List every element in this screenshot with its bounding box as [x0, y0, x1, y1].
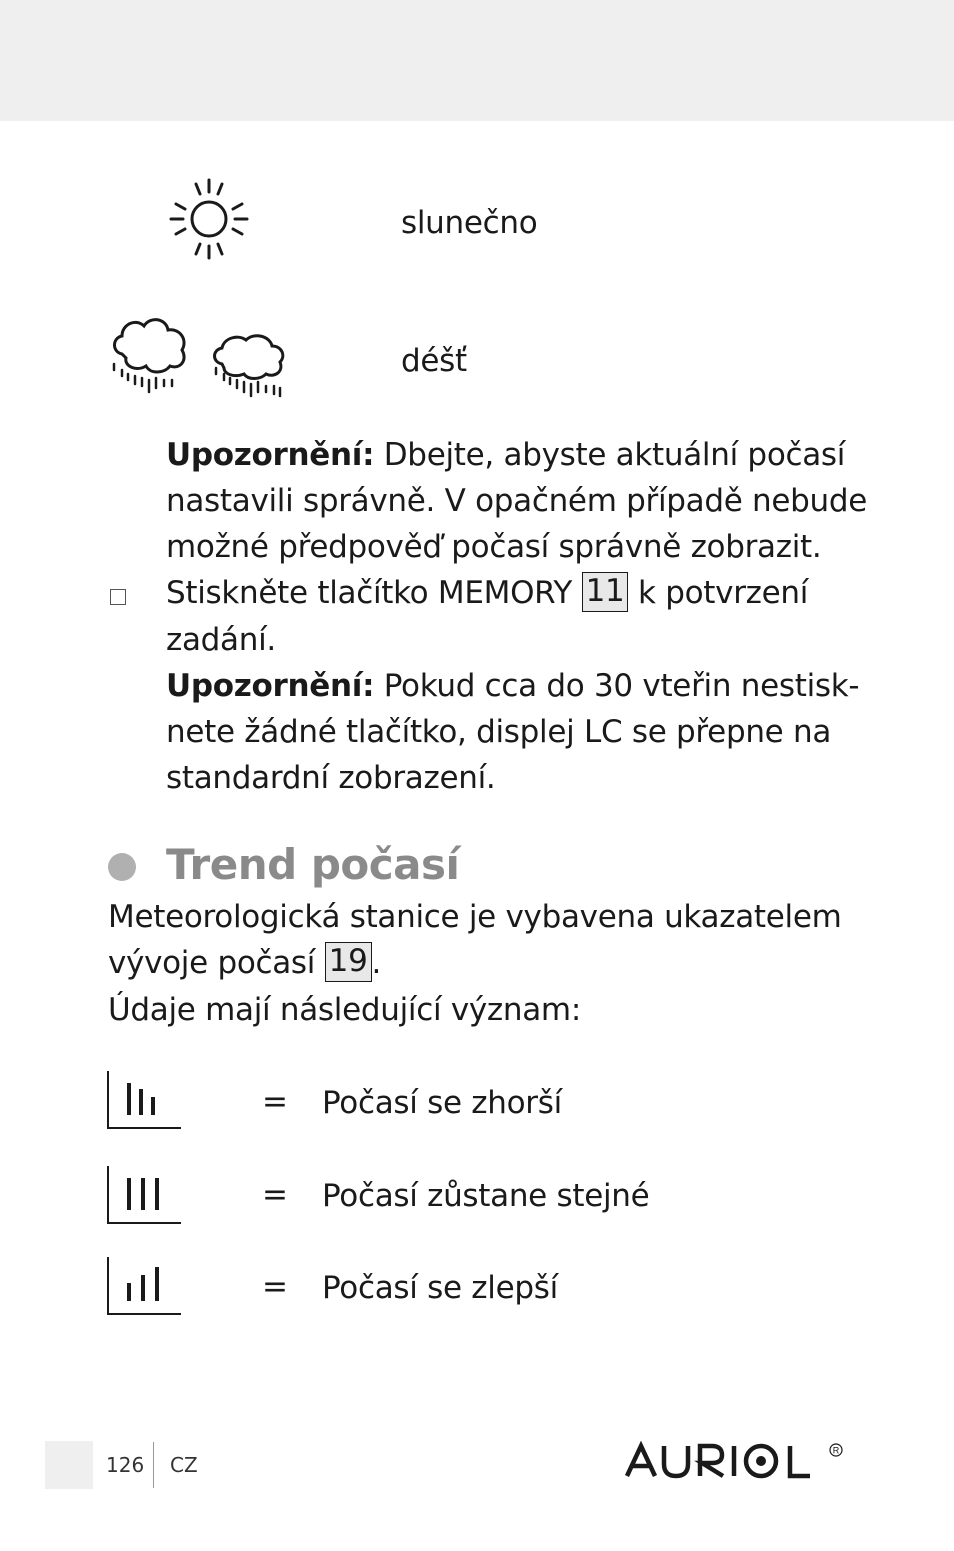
note-2-line-3: standardní zobrazení.	[166, 760, 496, 796]
step-text: Stiskněte tlačítko MEMORY	[166, 575, 582, 611]
sunny-label: slunečno	[401, 205, 538, 241]
note-2-line-2: nete žádné tlačítko, displej LC se přepne na	[166, 714, 832, 750]
auriol-logo	[624, 1440, 850, 1480]
trend-indicator-ref: 19	[325, 942, 372, 982]
page-number: 126	[106, 1453, 145, 1477]
note-1-text: Dbejte, abyste aktuální počasí	[374, 437, 846, 473]
trend-better-equals: =	[262, 1269, 288, 1305]
note-1-line-2: nastavili správně. V opačném případě nebude	[166, 483, 868, 519]
section-para-line-2	[108, 940, 381, 986]
footer-separator	[153, 1442, 154, 1488]
note-2-line-1	[166, 663, 859, 709]
sun-icon	[168, 176, 250, 262]
section-para-line-3: Údaje mají následující význam:	[108, 992, 581, 1028]
trend-stable-label: Počasí zůstane stejné	[322, 1178, 650, 1214]
note-1-line-3: možné předpověď počasí správně zobrazit.	[166, 529, 822, 565]
footer-tab	[45, 1441, 93, 1489]
trend-stable-equals: =	[262, 1177, 288, 1213]
note-1-bold: Upozornění:	[166, 437, 375, 473]
trend-better-icon	[109, 1257, 181, 1313]
para-text: vývoje počasí	[108, 945, 325, 981]
top-band	[0, 0, 954, 121]
trend-stable-frame	[107, 1166, 181, 1224]
note-2-bold: Upozornění:	[166, 668, 375, 704]
section-title: Trend počasí	[166, 840, 460, 889]
language-code: CZ	[170, 1453, 198, 1477]
registered-mark: R	[832, 1445, 840, 1456]
rain-label: déšť	[401, 343, 467, 379]
trend-worse-equals: =	[262, 1084, 288, 1120]
step-checkbox	[110, 589, 126, 605]
trend-worse-label: Počasí se zhorší	[322, 1085, 562, 1121]
trend-better-label: Počasí se zlepší	[322, 1270, 558, 1306]
trend-better-frame	[107, 1257, 181, 1315]
note-2-text: Pokud cca do 30 vteřin nestisk-	[374, 668, 860, 704]
section-para-line-1: Meteorologická stanice je vybavena ukazatelem	[108, 899, 842, 935]
para-text-post: .	[371, 945, 382, 981]
step-line-1	[166, 570, 808, 616]
trend-worse-frame	[107, 1071, 181, 1129]
note-1-line-1	[166, 432, 845, 478]
step-text-post: k potvrzení	[628, 575, 809, 611]
rain-cloud-icon	[108, 312, 192, 400]
section-bullet	[108, 853, 136, 881]
trend-worse-icon	[109, 1071, 181, 1127]
trend-stable-icon	[109, 1166, 181, 1222]
rain-cloud-icon	[208, 330, 288, 406]
step-line-2: zadání.	[166, 622, 276, 658]
memory-button-ref: 11	[582, 572, 629, 612]
